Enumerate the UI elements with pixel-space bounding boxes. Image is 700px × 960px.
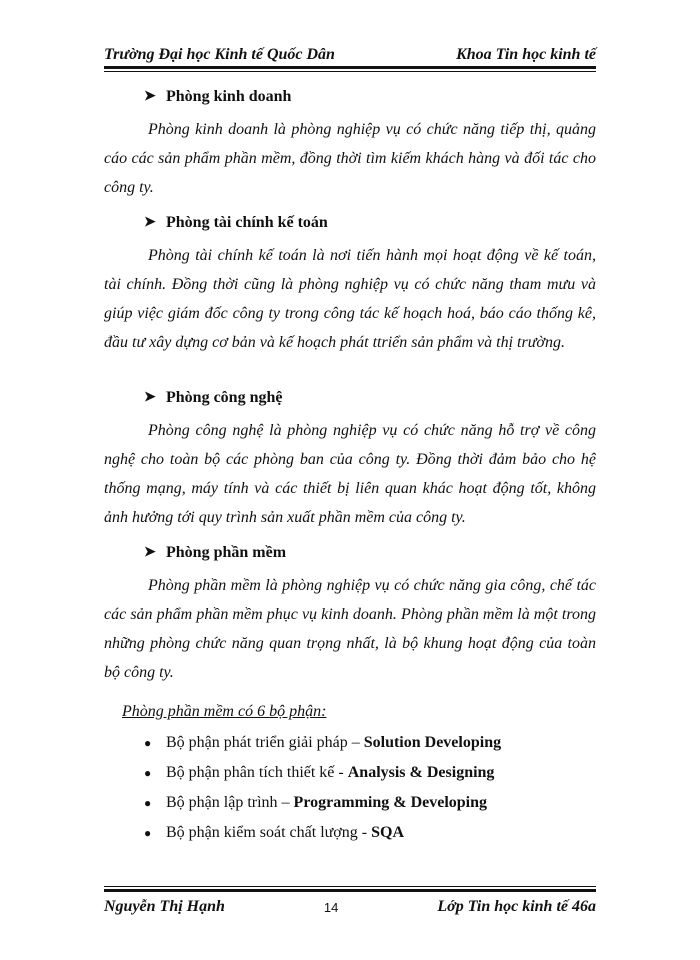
section-paragraph: Phòng công nghệ là phòng nghiệp vụ có chức năng hỗ trợ về công nghệ cho toàn bộ các phòng ban của công ty. Đồng thời đảm bảo cho hệ thống mạng, máy tính và các thiết bị liên quan khác hoạt động tốt, không ảnh hưởng tới quy trình sản xuất phần mềm của công ty. [104,422,596,526]
section-paragraph: Phòng tài chính kế toán là nơi tiến hành mọi hoạt động về kế toán, tài chính. Đồng thời cũng là phòng nghiệp vụ có chức năng tham mưu và giúp việc giám đốc công ty trong công tác kế hoạch hoá, báo cáo thống kê, đầu tư xây dựng cơ bản và kế hoạch phát ttriển sản phẩm và thị trường. [104,247,596,351]
footer-rule [104,886,596,892]
bullet-icon: ● [144,796,152,810]
page-number: 14 [323,899,339,915]
section-heading-text: Phòng tài chính kế toán [166,214,328,231]
list-item [144,788,596,818]
list-item [144,818,596,848]
arrow-right-icon: ➤ [144,545,156,560]
list-item-en: Analysis & Designing [347,764,495,781]
list-item [144,758,596,788]
section-heading-text: Phòng phần mềm [166,544,287,561]
page-content [104,82,596,848]
department-list [104,728,596,848]
section-heading [104,383,596,412]
section-heading [104,82,596,111]
section-paragraph: Phòng phần mềm là phòng nghiệp vụ có chức năng gia công, chế tác các sản phẩm phần mềm phục vụ kinh doanh. Phòng phần mềm là một trong những phòng chức năng quan trọng nhất, là bộ khung hoạt động của toàn bộ công ty. [104,577,596,681]
header-school: Trường Đại học Kinh tế Quốc Dân [104,46,335,63]
page-footer [104,898,596,916]
section-heading [104,538,596,567]
footer-author: Nguyễn Thị Hạnh [104,898,225,915]
spacer [104,363,596,383]
header-rule [104,66,596,72]
footer-class: Lớp Tin học kinh tế 46a [437,898,596,915]
list-item-en: Programming & Developing [293,794,488,811]
subsection-title: Phòng phần mềm có 6 bộ phận: [122,703,327,720]
section-heading-text: Phòng công nghệ [166,389,283,406]
list-item-en: SQA [371,824,404,841]
section-heading-text: Phòng kinh doanh [166,88,292,105]
bullet-icon: ● [144,826,152,840]
header-faculty: Khoa Tin học kinh tế [456,46,596,63]
arrow-right-icon: ➤ [144,215,156,230]
list-item-vi: Bộ phận phân tích thiết kế - [166,764,348,781]
list-item-vi: Bộ phận kiểm soát chất lượng - [166,824,372,841]
arrow-right-icon: ➤ [144,89,156,104]
list-item-en: Solution Developing [363,734,502,751]
bullet-icon: ● [144,766,152,780]
list-item [144,728,596,758]
arrow-right-icon: ➤ [144,390,156,405]
list-item-vi: Bộ phận lập trình – [166,794,294,811]
list-item-vi: Bộ phận phát triển giải pháp – [166,734,364,751]
bullet-icon: ● [144,736,152,750]
section-paragraph: Phòng kinh doanh là phòng nghiệp vụ có chức năng tiếp thị, quảng cáo các sản phẩm phần mềm, đồng thời tìm kiếm khách hàng và đối tác cho công ty. [104,121,596,196]
page-header [104,46,596,64]
section-heading [104,208,596,237]
